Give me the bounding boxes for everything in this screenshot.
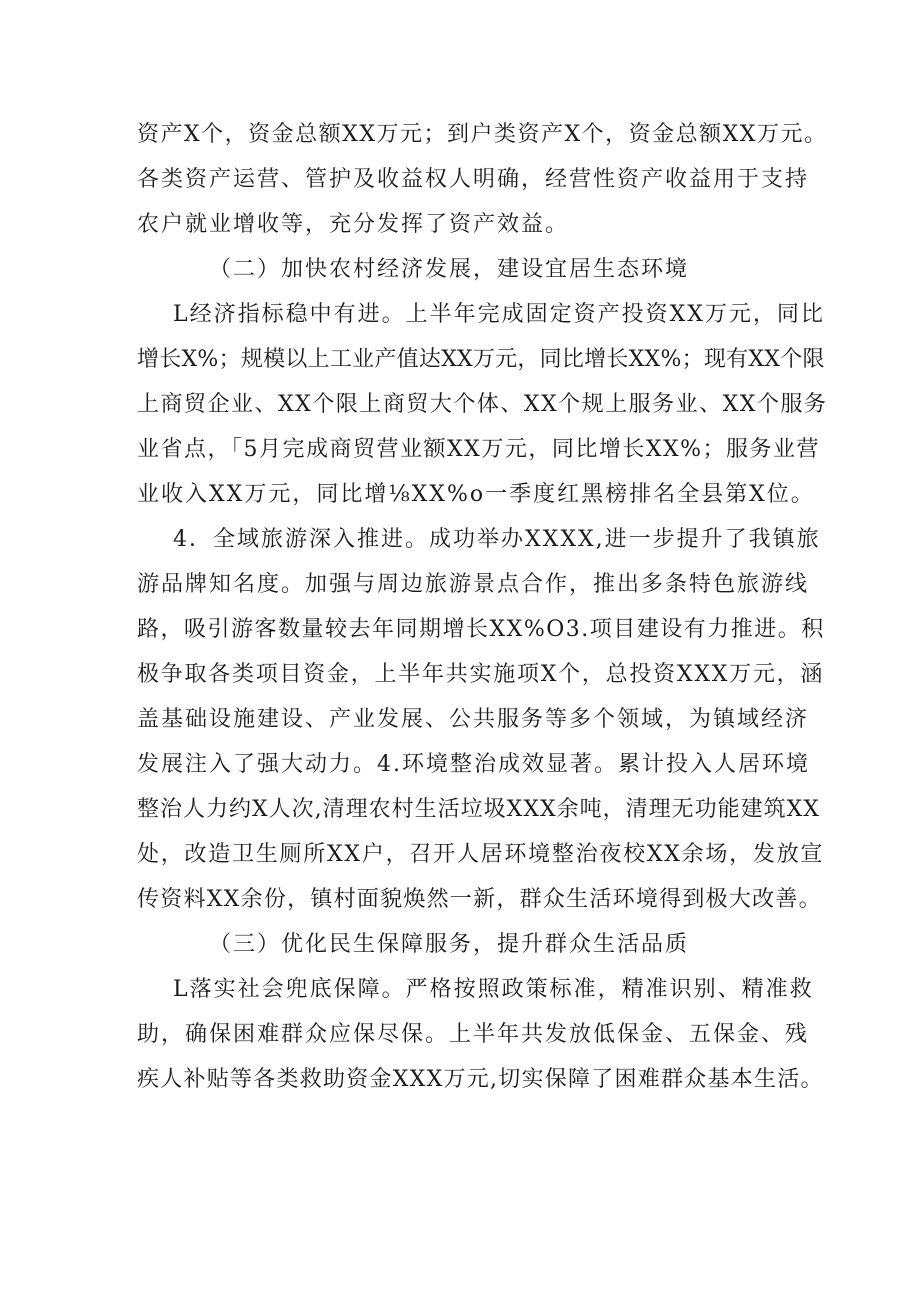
- body-line: 业收入XX万元，同比增⅛XX%o一季度红黑榜排名全县第X位。: [137, 482, 815, 507]
- body-line: 增长X%；规模以上工业产值达XX万元，同比增长XX%；现有XX个限: [137, 347, 825, 372]
- body-line: L落实社会兜底保障。严格按照政策标准，精准识别、精准救: [173, 977, 814, 1002]
- section-heading: （三）优化民生保障服务，提升群众生活品质: [209, 932, 690, 957]
- body-line: 路，吸引游客数量较去年同期增长XX%O3.项目建设有力推进。积: [137, 617, 825, 642]
- body-line: 4．全域旅游深入推进。成功举办XXXX,进一步提升了我镇旅: [173, 527, 821, 552]
- body-line: 发展注入了强大动力。4.环境整治成效显著。累计投入人居环境: [137, 752, 810, 777]
- body-line: 极争取各类项目资金，上半年共实施项X个，总投资XXX万元，涵: [137, 662, 825, 687]
- body-line: 各类资产运营、管护及收益权人明确，经营性资产收益用于支持: [137, 167, 810, 192]
- body-line: 业省点，「5月完成商贸营业额XX万元，同比增长XX%；服务业营: [137, 437, 821, 462]
- body-line: 上商贸企业、XX个限上商贸大个体、XX个规上服务业、XX个服务: [137, 392, 828, 417]
- body-line: 游品牌知名度。加强与周边旅游景点合作，推出多条特色旅游线: [137, 572, 810, 597]
- document-body: [137, 112, 827, 1102]
- body-line: 疾人补贴等各类救助资金XXX万元,切实保障了困难群众基本生活。: [137, 1067, 824, 1092]
- body-line: 农户就业增收等，充分发挥了资产效益。: [137, 212, 570, 237]
- body-line: 助，确保困难群众应保尽保。上半年共发放低保金、五保金、残: [137, 1022, 810, 1047]
- body-line: 处，改造卫生厕所XX户，召开人居环境整治夜校XX余场，发放宣: [137, 842, 825, 867]
- body-line: 整治人力约X人次,清理农村生活垃圾XXX余吨，清理无功能建筑XX: [137, 797, 820, 822]
- body-line: L经济指标稳中有进。上半年完成固定资产投资XX万元，同比: [173, 302, 825, 327]
- body-line: 传资料XX余份，镇村面貌焕然一新，群众生活环境得到极大改善。: [137, 887, 822, 912]
- body-line: 盖基础设施建设、产业发展、公共服务等多个领域，为镇域经济: [137, 707, 810, 732]
- body-line: 资产X个，资金总额XX万元；到户类资产X个，资金总额XX万元。: [137, 122, 828, 147]
- section-heading: （二）加快农村经济发展，建设宜居生态环境: [209, 257, 690, 282]
